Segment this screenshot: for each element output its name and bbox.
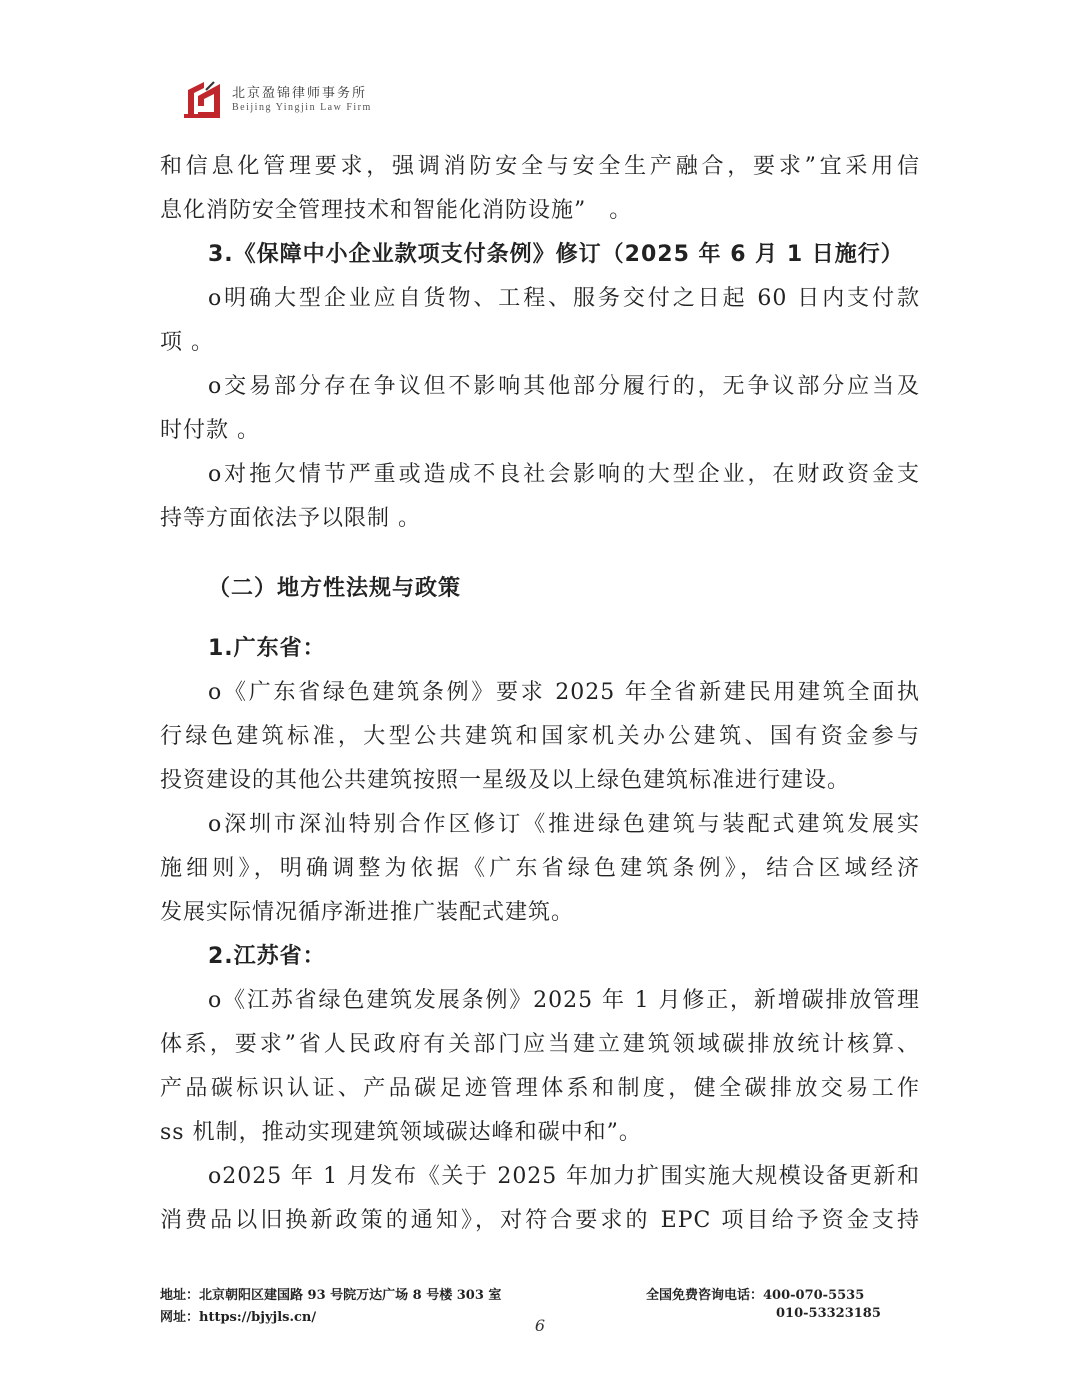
- bullet-line: 消费品以旧换新政策的通知》，对符合要求的 EPC 项目给予资金支持: [160, 1208, 920, 1233]
- page-footer: [160, 1284, 920, 1344]
- bullet-line: 投资建设的其他公共建筑按照一星级及以上绿色建筑标准进行建设。: [160, 768, 851, 793]
- bullet-line: ο明确大型企业应自货物、工程、服务交付之日起 60 日内支付款: [208, 286, 920, 311]
- bullet-line: 施细则》，明确调整为依据《广东省绿色建筑条例》，结合区域经济: [160, 856, 920, 881]
- bullet-line: 发展实际情况循序渐进推广装配式建筑。: [160, 900, 575, 925]
- bullet-line: ο《广东省绿色建筑条例》要求 2025 年全省新建民用建筑全面执: [208, 680, 920, 705]
- subheading-guangdong: 1.广东省：: [208, 636, 326, 661]
- bullet-line: ο《江苏省绿色建筑发展条例》2025 年 1 月修正，新增碳排放管理: [208, 988, 920, 1013]
- bullet-line: 体系，要求”省人民政府有关部门应当建立建筑领域碳排放统计核算、: [160, 1032, 920, 1057]
- bullet-line: ο对拖欠情节严重或造成不良社会影响的大型企业，在财政资金支: [208, 462, 920, 487]
- footer-address: 地址：北京朝阳区建国路 93 号院万达广场 8 号楼 303 室: [160, 1288, 502, 1303]
- firm-name-cn: 北京盈锦律师事务所: [232, 86, 368, 101]
- letterhead: [184, 74, 484, 124]
- bullet-line: ο深圳市深汕特别合作区修订《推进绿色建筑与装配式建筑发展实: [208, 812, 920, 837]
- footer-website: 网址：https://bjyjls.cn/: [160, 1310, 317, 1325]
- bullet-line: 产品碳标识认证、产品碳足迹管理体系和制度，健全碳排放交易工作: [160, 1076, 920, 1101]
- bullet-line: 持等方面依法予以限制 。: [160, 506, 421, 531]
- section-heading: （二）地方性法规与政策: [208, 576, 462, 601]
- footer-hotline: 全国免费咨询电话：400-070-5535: [646, 1288, 865, 1303]
- bullet-line: ο交易部分存在争议但不影响其他部分履行的，无争议部分应当及: [208, 374, 920, 399]
- bullet-line: 时付款 。: [160, 418, 260, 443]
- heading-item-3: 3.《保障中小企业款项支付条例》修订（2025 年 6 月 1 日施行）: [208, 242, 904, 267]
- bullet-line: ο2025 年 1 月发布《关于 2025 年加力扩围实施大规模设备更新和: [208, 1164, 920, 1189]
- paragraph-line: 和信息化管理要求，强调消防安全与安全生产融合，要求”宜采用信: [160, 154, 920, 179]
- footer-phone: 010-53323185: [776, 1306, 881, 1321]
- paragraph-line: 息化消防安全管理技术和智能化消防设施” 。: [160, 198, 633, 223]
- subheading-jiangsu: 2.江苏省：: [208, 944, 326, 969]
- bullet-line: 项 。: [160, 330, 214, 355]
- bullet-line: 行绿色建筑标准，大型公共建筑和国家机关办公建筑、国有资金参与: [160, 724, 920, 749]
- bullet-line: ss 机制，推动实现建筑领域碳达峰和碳中和”。: [160, 1120, 642, 1145]
- firm-logo-icon: [184, 80, 224, 120]
- document-body: [160, 145, 920, 1243]
- firm-name-en: Beijing Yingjin Law Firm: [232, 102, 372, 113]
- page-number: 6: [534, 1316, 546, 1335]
